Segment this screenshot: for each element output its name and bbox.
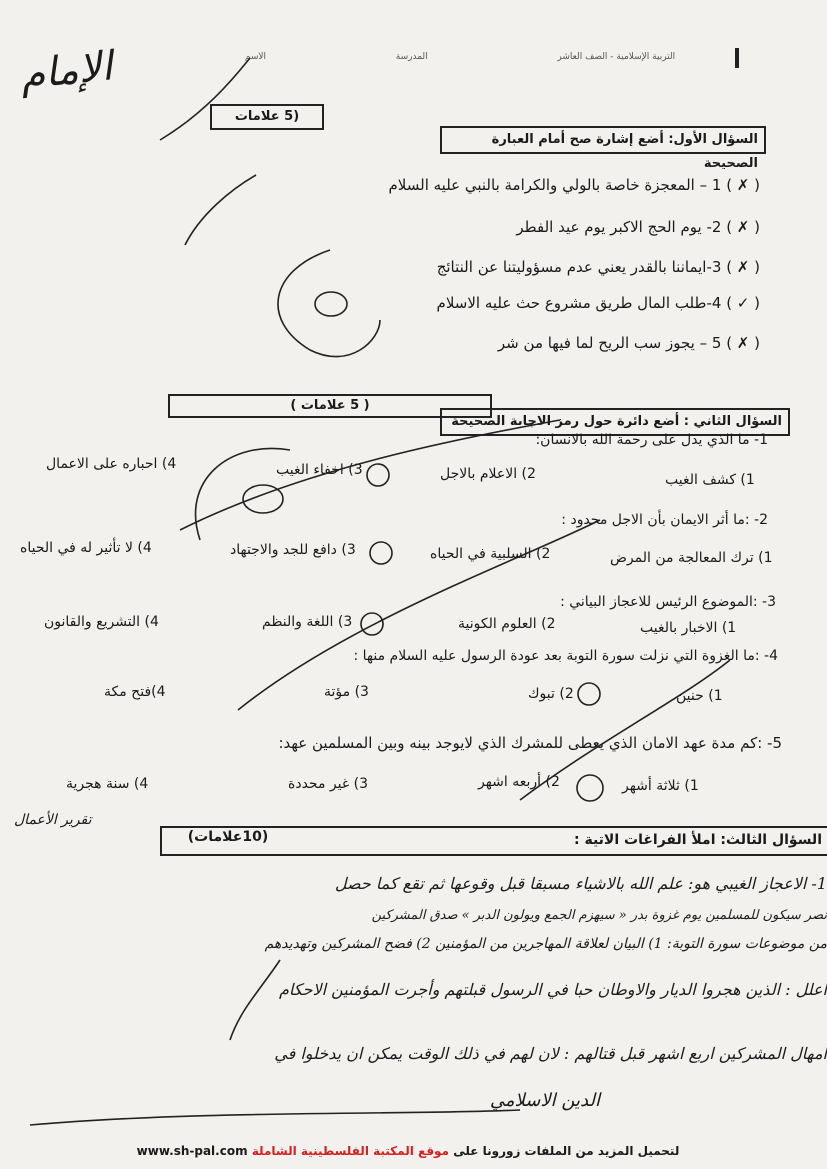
q2-5-opt-4: 4) سنة هجرية bbox=[66, 776, 149, 792]
pen-stroke bbox=[230, 960, 280, 1040]
q3-score: (10علامات) bbox=[187, 829, 269, 845]
q2-2-opt-1: 1) ترك المعالجة من المرض bbox=[610, 550, 773, 566]
q2-4-opt-4: 4)فتح مكة bbox=[104, 684, 166, 700]
header-fragment: التربية الإسلامية - الصف العاشر bbox=[557, 52, 676, 62]
q3-title: السؤال الثالث: املأ الفراغات الاتية : bbox=[573, 832, 822, 848]
q1-item-5: ( ✗ ) 5 – يجوز سب الريح لما فيها من شر bbox=[497, 334, 760, 352]
q2-2-opt-2: 2) السلبية في الحياه bbox=[430, 546, 551, 562]
footer bbox=[128, 1144, 688, 1158]
q3-line-2: نصر سيكون للمسلمين يوم غزوة بدر « سيهزم الجمع ويولون الدبر » صدق المشركين bbox=[371, 908, 827, 923]
q3-line-1: 1- الاعجاز الغيبي هو: علم الله بالاشياء مسبقا قبل وقوعها ثم تقع كما حصل bbox=[334, 874, 827, 893]
footer-url[interactable]: www.sh-pal.com bbox=[136, 1144, 248, 1158]
header-fragments bbox=[180, 52, 740, 80]
answer-circle bbox=[361, 613, 383, 635]
handwritten-name: الإمام bbox=[17, 43, 115, 99]
q3-line-4: اعلل : الذين هجروا الديار والاوطان حبا في الرسول قبلتهم وأجرت المؤمنين الاحكام bbox=[278, 980, 827, 999]
q1-item-1: ( ✗ ) 1 – المعجزة خاصة بالولي والكرامة بالنبي عليه السلام bbox=[388, 176, 760, 194]
answer-circle bbox=[370, 542, 392, 564]
q2-3-opt-4: 4) التشريع والقانون bbox=[44, 614, 159, 630]
q1-title: السؤال الأول: أضع إشارة صح أمام العبارة الصحيحة bbox=[491, 132, 758, 171]
q2-1-stem: 1- ما الذي يدل على رحمة الله بالانسان: bbox=[535, 432, 768, 448]
q3-line-6: الدين الاسلامي bbox=[489, 1090, 600, 1111]
footer-site-name: موقع المكتبة الفلسطينية الشاملة bbox=[251, 1144, 450, 1158]
q2-4-opt-3: 3) مؤتة bbox=[324, 684, 369, 700]
q2-1-opt-2: 2) الاعلام بالاجل bbox=[440, 466, 536, 482]
q2-4-opt-1: 1) حنين bbox=[676, 688, 723, 704]
answer-circle bbox=[578, 683, 600, 705]
header-fragment: المدرسة bbox=[395, 52, 428, 62]
q2-2-opt-4: 4) لا تأثير له في الحياه bbox=[20, 540, 152, 556]
pen-stroke bbox=[30, 1110, 520, 1125]
q2-4-stem: 4- :ما الغزوة التي نزلت سورة التوبة بعد عودة الرسول عليه السلام منها : bbox=[353, 648, 778, 664]
q2-5-stem: 5- :كم مدة عهد الامان الذي يعطى للمشرك الذي لايوجد بينه وبين المسلمين عهد: bbox=[278, 734, 782, 752]
footer-prefix: لتحميل المزيد من الملفات زورونا على bbox=[453, 1144, 680, 1158]
q3-line-5: امهال المشركين اربع اشهر قبل قتالهم : لان لهم في ذلك الوقت يمكن ان يدخلوا في bbox=[274, 1044, 827, 1063]
q1-item-2: ( ✗ ) 2- يوم الحج الاكبر يوم عيد الفطر bbox=[516, 218, 760, 236]
q2-title: السؤال الثاني : أضع دائرة حول رمز الاجابة الصحيحة bbox=[451, 414, 782, 429]
q2-5-opt-2: 2) أربعه اشهر bbox=[478, 774, 560, 790]
q2-4-opt-2: 2) تبوك bbox=[528, 686, 574, 702]
q1-item-3: ( ✗ ) 3-ايماننا بالقدر يعني عدم مسؤوليتنا عن النتائج bbox=[436, 258, 760, 276]
margin-note: تقرير الأعمال bbox=[14, 812, 92, 828]
q2-2-stem: 2- :ما أثر الايمان بأن الاجل محدود : bbox=[561, 512, 768, 528]
q2-score-box: ( 5 علامات ) bbox=[168, 394, 492, 418]
q2-3-stem: 3- :الموضوع الرئيس للاعجاز البياني : bbox=[560, 594, 776, 610]
q2-1-opt-3: 3) اخفاء الغيب bbox=[276, 462, 363, 478]
q3-line-3: من موضوعات سورة التوبة: 1) البيان لعلاقة المهاجرين من المؤمنين 2) فضح المشركين وتهديدهم bbox=[264, 936, 827, 952]
q2-5-opt-3: 3) غير محددة bbox=[288, 776, 369, 792]
q2-1-opt-1: 1) كشف الغيب bbox=[665, 472, 755, 488]
q1-title-box bbox=[440, 126, 766, 171]
q2-3-opt-1: 1) الاخبار بالغيب bbox=[640, 620, 737, 636]
q2-5-opt-1: 1) ثلاثة أشهر bbox=[622, 778, 699, 794]
q1-item-4: ( ✓ ) 4-طلب المال طريق مشروع حث عليه الاسلام bbox=[436, 294, 760, 312]
q2-3-opt-2: 2) العلوم الكونية bbox=[458, 616, 556, 632]
answer-circle bbox=[367, 464, 389, 486]
q1-score-box: (5 علامات bbox=[210, 104, 324, 130]
answer-circle bbox=[577, 775, 603, 801]
q2-2-opt-3: 3) دافع للجد والاجتهاد bbox=[230, 542, 356, 558]
header-fragment: الاسم bbox=[244, 52, 267, 62]
q2-3-opt-3: 3) اللغة والنظم bbox=[262, 614, 353, 630]
q2-1-opt-4: 4) احباره على الاعمال bbox=[46, 456, 177, 472]
pen-stroke bbox=[243, 485, 283, 513]
